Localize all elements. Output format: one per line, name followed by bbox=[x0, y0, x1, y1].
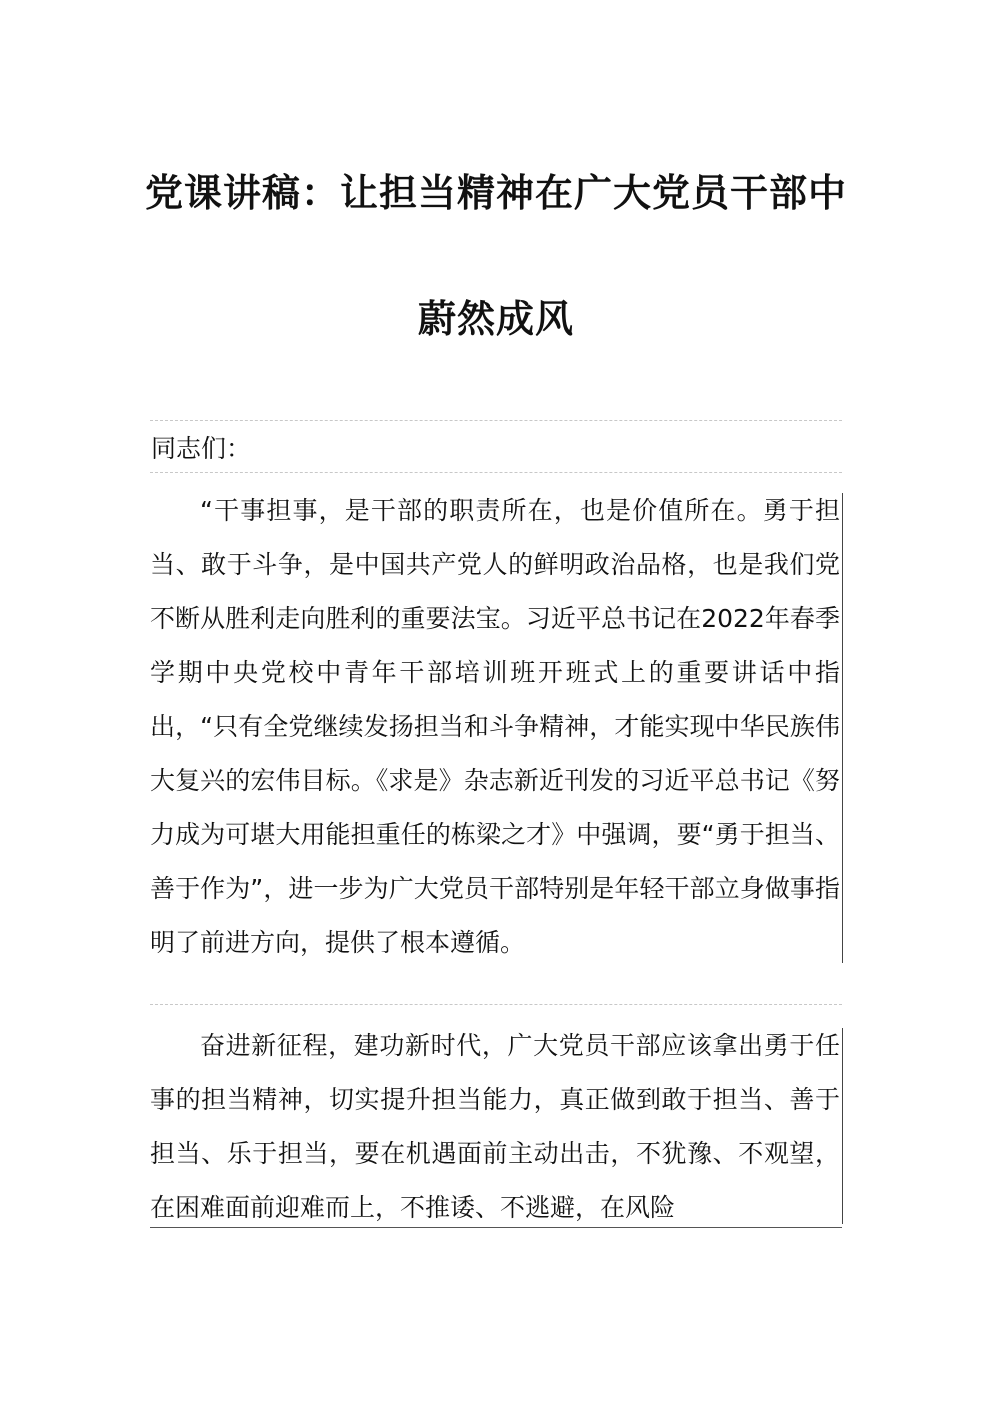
divider-after-salutation bbox=[150, 472, 842, 473]
paragraph-2: 奋进新征程，建功新时代，广大党员干部应该拿出勇于任事的担当精神，切实提升担当能力，真正做到敢于担当、善于担当、乐于担当，要在机遇面前主动出击，不犹豫、不观望，在困难面前迎难而上，不推诿、不逃避，在风险 bbox=[150, 1031, 840, 1222]
paragraph-1: “干事担事，是干部的职责所在，也是价值所在。勇于担当、敢于斗争，是中国共产党人的鲜明政治品格，也是我们党不断从胜利走向胜利的重要法宝。习近平总书记在2022年春季学期中央党校中青年干部培训班开班式上的重要讲话中指出，“只有全党继续发扬担当和斗争精神，才能实现中华民族伟大复兴的宏伟目标。《求是》杂志新近刊发的习近平总书记《努力成为可堪大用能担重任的栋梁之才》中强调，要“勇于担当、善于作为”，进一步为广大党员干部特别是年轻干部立身做事指明了前进方向，提供了根本遵循。 bbox=[150, 496, 840, 957]
divider-bottom bbox=[150, 1227, 842, 1228]
document-title-line-2: 蔚然成风 bbox=[417, 296, 574, 341]
document-title-line-1: 党课讲稿：让担当精神在广大党员干部中 bbox=[144, 170, 847, 215]
salutation: 同志们： bbox=[151, 434, 252, 463]
right-margin-bar-2 bbox=[842, 1028, 843, 1224]
divider-top bbox=[150, 420, 842, 421]
right-margin-bar-1 bbox=[842, 493, 843, 963]
divider-between-paragraphs bbox=[150, 1004, 842, 1005]
